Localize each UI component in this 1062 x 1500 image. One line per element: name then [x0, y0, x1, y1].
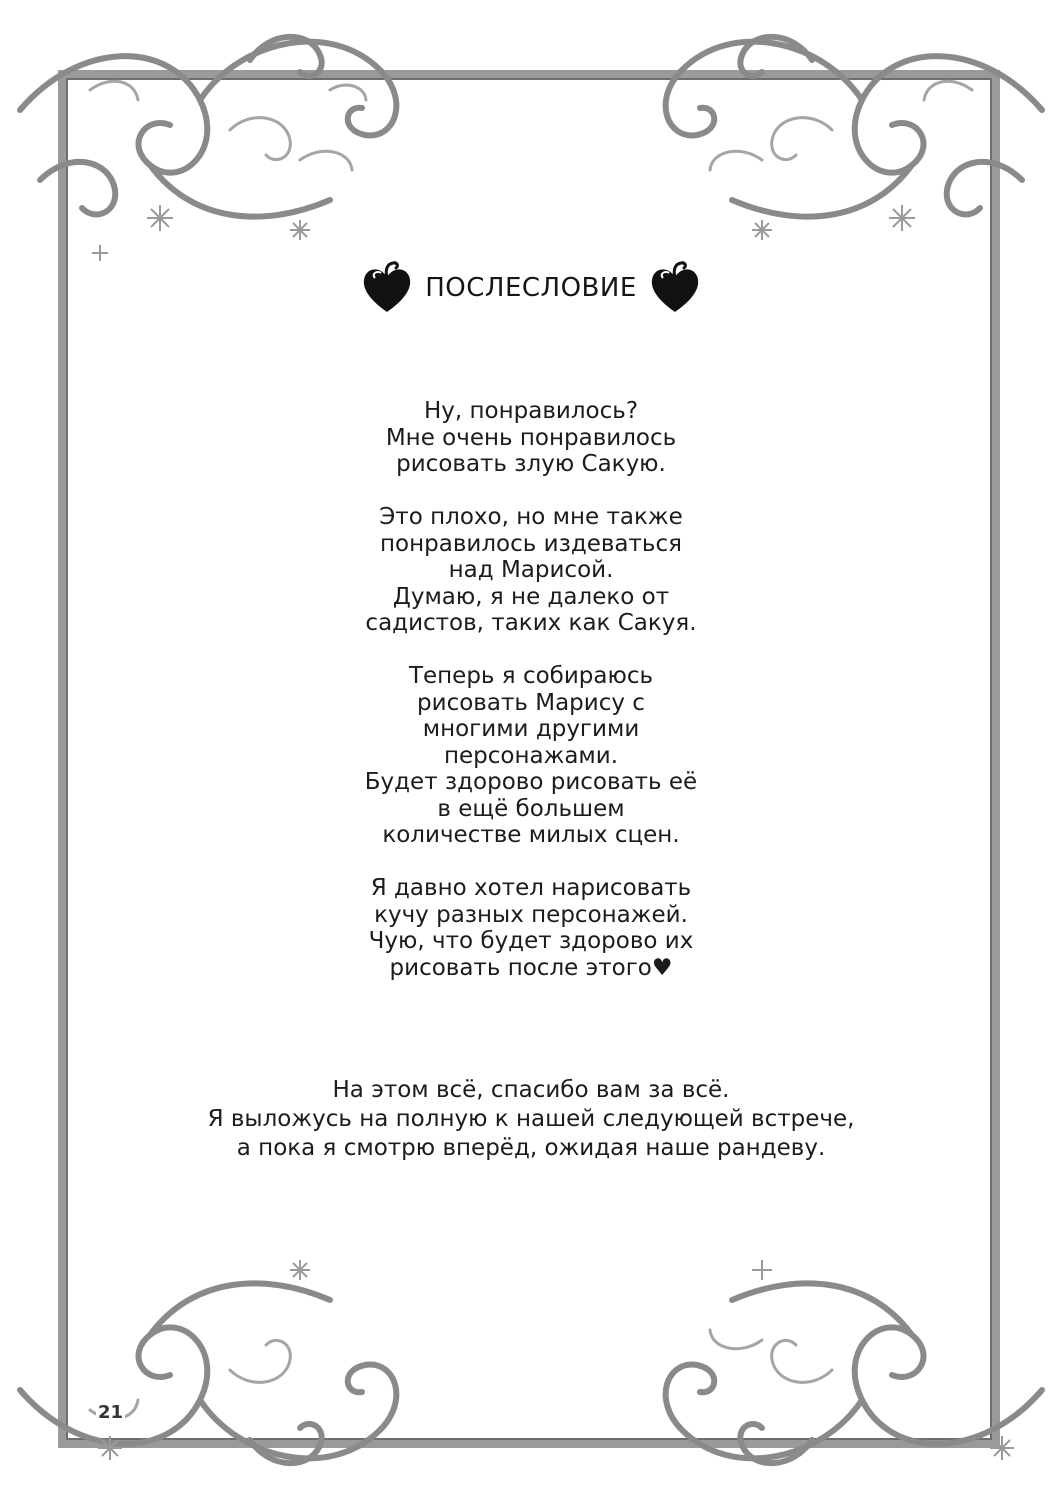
heart-icon — [357, 258, 417, 318]
afterword-body — [0, 398, 1062, 1008]
text-line: кучу разных персонажей. — [374, 901, 688, 928]
text-line: над Марисой. — [448, 557, 614, 583]
text-line: На этом всё, спасибо вам за всё. — [332, 1077, 730, 1103]
text-line: персонажами. — [443, 742, 619, 769]
closing-note — [0, 1076, 1062, 1163]
paragraph — [0, 663, 1062, 849]
text-line: Думаю, я не далеко от — [392, 583, 670, 610]
text-line: садистов, таких как Сакуя. — [365, 610, 697, 636]
text-line: Будет здорово рисовать её — [364, 769, 698, 795]
heart-icon — [645, 258, 705, 318]
text-line: Чую, что будет здорово их — [368, 928, 694, 954]
paragraph — [0, 398, 1062, 478]
title-row — [0, 258, 1062, 318]
text-line: а пока я смотрю вперёд, ожидая наше рандеву. — [236, 1135, 826, 1161]
text-line: Я давно хотел нарисовать — [370, 875, 692, 901]
text-line: Мне очень понравилось — [385, 424, 677, 451]
text-line: рисовать после этого♥ — [389, 954, 673, 981]
text-line: многими другими — [422, 716, 640, 742]
corner-ornament-bottom-left — [0, 1200, 420, 1500]
text-line: количестве милых сцен. — [382, 822, 680, 848]
corner-ornament-top-left — [0, 0, 420, 300]
paragraph — [0, 875, 1062, 981]
swirl-ornament-icon — [642, 1200, 1062, 1500]
text-line: Я выложусь на полную к нашей следующей встрече, — [207, 1106, 855, 1132]
paragraph — [0, 504, 1062, 637]
corner-ornament-top-right — [642, 0, 1062, 300]
swirl-ornament-icon — [0, 0, 420, 300]
page-title: ПОСЛЕСЛОВИЕ — [425, 273, 637, 303]
text-line: рисовать злую Сакую. — [396, 451, 666, 477]
text-line: Теперь я собираюсь — [408, 663, 654, 689]
corner-ornament-bottom-right — [642, 1200, 1062, 1500]
page-number: 21 — [98, 1402, 124, 1423]
text-line: Это плохо, но мне также — [379, 504, 683, 530]
snowflake-icon — [752, 205, 915, 240]
text-line: Ну, понравилось? — [423, 398, 639, 424]
swirl-ornament-icon — [0, 1200, 420, 1500]
snowflake-icon — [752, 1260, 1014, 1460]
text-line: в ещё большем — [437, 795, 625, 822]
text-line: рисовать Марису с — [417, 689, 645, 716]
text-line: понравилось издеваться — [380, 530, 682, 557]
swirl-ornament-icon — [642, 0, 1062, 300]
